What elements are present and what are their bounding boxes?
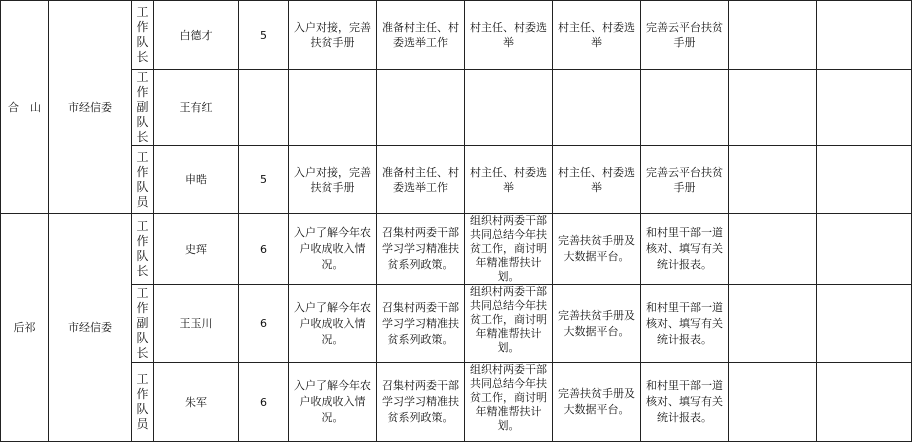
- count-cell: 6: [239, 285, 289, 363]
- plan-cell-1: [289, 70, 377, 146]
- empty-cell: [817, 214, 912, 285]
- table-row: [1, 70, 912, 146]
- name-cell: 王玉川: [154, 285, 239, 363]
- role-char: 作: [136, 164, 149, 179]
- plan-cell-5: 完善云平台扶贫手册: [641, 1, 729, 70]
- plan-cell-4: 完善扶贫手册及大数据平台。: [553, 214, 641, 285]
- plan-cell-2: 召集村两委干部学习学习精准扶贫系列政策。: [377, 285, 465, 363]
- count-cell: 5: [239, 1, 289, 70]
- table-row: [1, 214, 912, 285]
- plan-cell-2: 召集村两委干部学习学习精准扶贫系列政策。: [377, 214, 465, 285]
- plan-cell-2: [377, 70, 465, 146]
- plan-cell-1: 入户对接，完善扶贫手册: [289, 146, 377, 214]
- plan-cell-4: [553, 70, 641, 146]
- role-cell: [132, 1, 154, 70]
- role-char: 队: [136, 179, 149, 194]
- role-char: 作: [136, 234, 149, 248]
- empty-cell: [817, 70, 912, 146]
- role-char: 队: [136, 402, 149, 416]
- count-cell: 6: [239, 214, 289, 285]
- empty-cell: [817, 363, 912, 442]
- plan-cell-1: 入户对接，完善扶贫手册: [289, 1, 377, 70]
- plan-cell-1: 入户了解今年农户收成收入情况。: [289, 285, 377, 363]
- village-cell: 合 山: [1, 1, 49, 214]
- plan-cell-3: [465, 70, 553, 146]
- count-cell: [239, 70, 289, 146]
- role-char: 副: [136, 316, 149, 330]
- empty-cell: [729, 214, 817, 285]
- role-char: 副: [136, 100, 149, 114]
- unit-cell: 市经信委: [49, 214, 132, 442]
- name-cell: 申晧: [154, 146, 239, 214]
- count-cell: 6: [239, 363, 289, 442]
- plan-cell-2: 召集村两委干部学习学习精准扶贫系列政策。: [377, 363, 465, 442]
- plan-cell-4: 村主任、村委选举: [553, 1, 641, 70]
- role-cell: [132, 214, 154, 285]
- name-cell: 白德才: [154, 1, 239, 70]
- name-cell: 王有红: [154, 70, 239, 146]
- unit-cell: 市经信委: [49, 1, 132, 214]
- plan-cell-1: 入户了解今年农户收成收入情况。: [289, 363, 377, 442]
- plan-cell-2: 准备村主任、村委选举工作: [377, 1, 465, 70]
- role-char: 长: [136, 346, 149, 360]
- plan-cell-3: 村主任、村委选举: [465, 146, 553, 214]
- role-char: 长: [136, 50, 149, 64]
- plan-cell-4: 完善扶贫手册及大数据平台。: [553, 363, 641, 442]
- role-char: 员: [136, 194, 149, 209]
- role-cell: [132, 285, 154, 363]
- table-row: [1, 1, 912, 70]
- empty-cell: [729, 70, 817, 146]
- plan-cell-4: 村主任、村委选举: [553, 146, 641, 214]
- plan-cell-4: 完善扶贫手册及大数据平台。: [553, 285, 641, 363]
- name-cell: 史珲: [154, 214, 239, 285]
- empty-cell: [817, 146, 912, 214]
- role-char: 工: [136, 5, 149, 19]
- plan-cell-3: 村主任、村委选举: [465, 1, 553, 70]
- role-char: 作: [136, 387, 149, 401]
- plan-cell-2: 准备村主任、村委选举工作: [377, 146, 465, 214]
- role-char: 队: [136, 331, 149, 345]
- empty-cell: [729, 285, 817, 363]
- role-char: 队: [136, 35, 149, 49]
- role-char: 工: [136, 286, 149, 300]
- role-char: 作: [136, 301, 149, 315]
- plan-cell-5: 和村里干部一道核对、填写有关统计报表。: [641, 363, 729, 442]
- role-cell: [132, 146, 154, 214]
- role-char: 工: [136, 149, 149, 164]
- role-char: 作: [136, 20, 149, 34]
- count-cell: 5: [239, 146, 289, 214]
- role-cell: [132, 363, 154, 442]
- name-cell: 朱军: [154, 363, 239, 442]
- table-row: [1, 363, 912, 442]
- role-char: 队: [136, 249, 149, 263]
- empty-cell: [729, 363, 817, 442]
- plan-cell-1: 入户了解今年农户收成收入情况。: [289, 214, 377, 285]
- plan-cell-5: 完善云平台扶贫手册: [641, 146, 729, 214]
- role-char: 长: [136, 264, 149, 278]
- plan-cell-5: [641, 70, 729, 146]
- empty-cell: [729, 146, 817, 214]
- role-char: 长: [136, 130, 149, 144]
- role-char: 队: [136, 115, 149, 129]
- role-char: 工: [136, 70, 149, 84]
- role-cell: [132, 70, 154, 146]
- role-char: 工: [136, 219, 149, 233]
- role-char: 工: [136, 372, 149, 386]
- table-row: [1, 146, 912, 214]
- empty-cell: [729, 1, 817, 70]
- table-row: [1, 285, 912, 363]
- role-char: 作: [136, 85, 149, 99]
- plan-cell-5: 和村里干部一道核对、填写有关统计报表。: [641, 285, 729, 363]
- plan-cell-3: 组织村两委干部共同总结今年扶贫工作，商讨明年精准帮扶计划。: [465, 214, 553, 285]
- plan-cell-5: 和村里干部一道核对、填写有关统计报表。: [641, 214, 729, 285]
- empty-cell: [817, 1, 912, 70]
- empty-cell: [817, 285, 912, 363]
- plan-cell-3: 组织村两委干部共同总结今年扶贫工作，商讨明年精准帮扶计划。: [465, 363, 553, 442]
- village-cell: 后祁: [1, 214, 49, 442]
- plan-cell-3: 组织村两委干部共同总结今年扶贫工作，商讨明年精准帮扶计划。: [465, 285, 553, 363]
- role-char: 员: [136, 417, 149, 431]
